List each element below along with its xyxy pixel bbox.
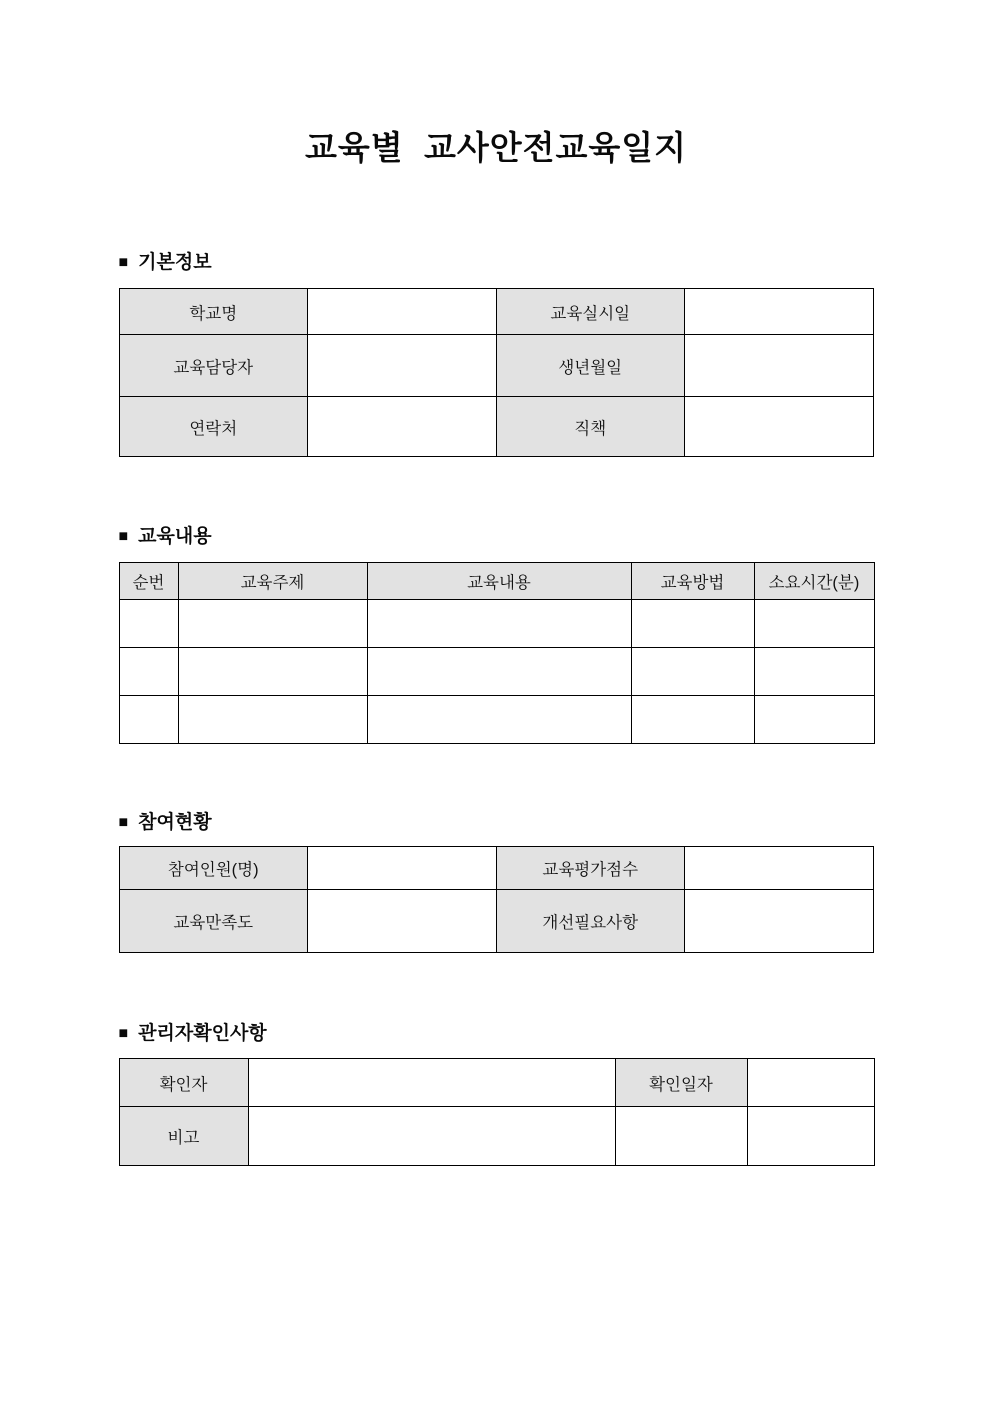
table-row (119, 1107, 874, 1166)
table-row (119, 890, 873, 953)
contact-label: 연락처 (119, 397, 308, 457)
section-bullet-icon: ■ (118, 528, 129, 545)
section-bullet-icon: ■ (118, 814, 129, 831)
table-header-row (119, 563, 874, 600)
confirmer-value-cell (248, 1059, 615, 1107)
improvement-needs-label: 개선필요사항 (496, 890, 685, 953)
section-bullet-icon: ■ (118, 1025, 129, 1042)
manager-confirmation-table (119, 1058, 875, 1166)
section-title-basic-info: 기본정보 (138, 252, 212, 273)
section-title-participation: 참여현황 (138, 812, 212, 833)
empty-cell (119, 696, 178, 744)
page-title: 교육별 교사안전교육일지 (305, 129, 687, 166)
table-row (119, 397, 873, 457)
section-header-basic-info (119, 251, 874, 274)
empty-cell (178, 600, 367, 648)
remarks-label: 비고 (119, 1107, 248, 1166)
school-name-value-cell (308, 289, 497, 335)
education-manager-label: 교육담당자 (119, 335, 308, 397)
method-column-header: 교육방법 (631, 563, 754, 600)
basic-info-table (119, 288, 874, 457)
document-content (119, 0, 874, 1166)
participants-count-label: 참여인원(명) (119, 847, 308, 890)
empty-cell (747, 1107, 874, 1166)
birth-date-label: 생년월일 (496, 335, 685, 397)
position-value-cell (685, 397, 874, 457)
satisfaction-label: 교육만족도 (119, 890, 308, 953)
table-row (119, 696, 874, 744)
empty-cell (119, 600, 178, 648)
seq-column-header: 순번 (119, 563, 178, 600)
table-row (119, 335, 873, 397)
empty-cell (119, 648, 178, 696)
improvement-needs-value-cell (685, 890, 874, 953)
table-row (119, 1059, 874, 1107)
empty-cell (631, 648, 754, 696)
school-name-label: 학교명 (119, 289, 308, 335)
table-row (119, 648, 874, 696)
education-date-label: 교육실시일 (496, 289, 685, 335)
education-manager-value-cell (308, 335, 497, 397)
table-row (119, 289, 873, 335)
section-header-education-content (119, 525, 874, 548)
participants-count-value-cell (308, 847, 497, 890)
evaluation-score-value-cell (685, 847, 874, 890)
contact-value-cell (308, 397, 497, 457)
empty-cell (615, 1107, 747, 1166)
remarks-value-cell (248, 1107, 615, 1166)
empty-cell (367, 696, 631, 744)
position-label: 직책 (496, 397, 685, 457)
education-date-value-cell (685, 289, 874, 335)
empty-cell (178, 696, 367, 744)
duration-column-header: 소요시간(분) (754, 563, 874, 600)
content-column-header: 교육내용 (367, 563, 631, 600)
section-header-manager-confirmation (119, 1022, 874, 1045)
section-title-education-content: 교육내용 (138, 526, 212, 547)
empty-cell (367, 648, 631, 696)
empty-cell (631, 696, 754, 744)
participation-table (119, 846, 874, 953)
education-content-table (119, 562, 875, 744)
confirm-date-value-cell (747, 1059, 874, 1107)
table-row (119, 847, 873, 890)
section-title-manager-confirmation: 관리자확인사항 (138, 1023, 267, 1044)
birth-date-value-cell (685, 335, 874, 397)
empty-cell (178, 648, 367, 696)
section-bullet-icon: ■ (118, 254, 129, 271)
confirmer-label: 확인자 (119, 1059, 248, 1107)
topic-column-header: 교육주제 (178, 563, 367, 600)
section-header-participation (119, 811, 874, 834)
empty-cell (754, 696, 874, 744)
empty-cell (631, 600, 754, 648)
evaluation-score-label: 교육평가점수 (496, 847, 685, 890)
table-row (119, 600, 874, 648)
empty-cell (367, 600, 631, 648)
empty-cell (754, 648, 874, 696)
satisfaction-value-cell (308, 890, 497, 953)
empty-cell (754, 600, 874, 648)
confirm-date-label: 확인일자 (615, 1059, 747, 1107)
